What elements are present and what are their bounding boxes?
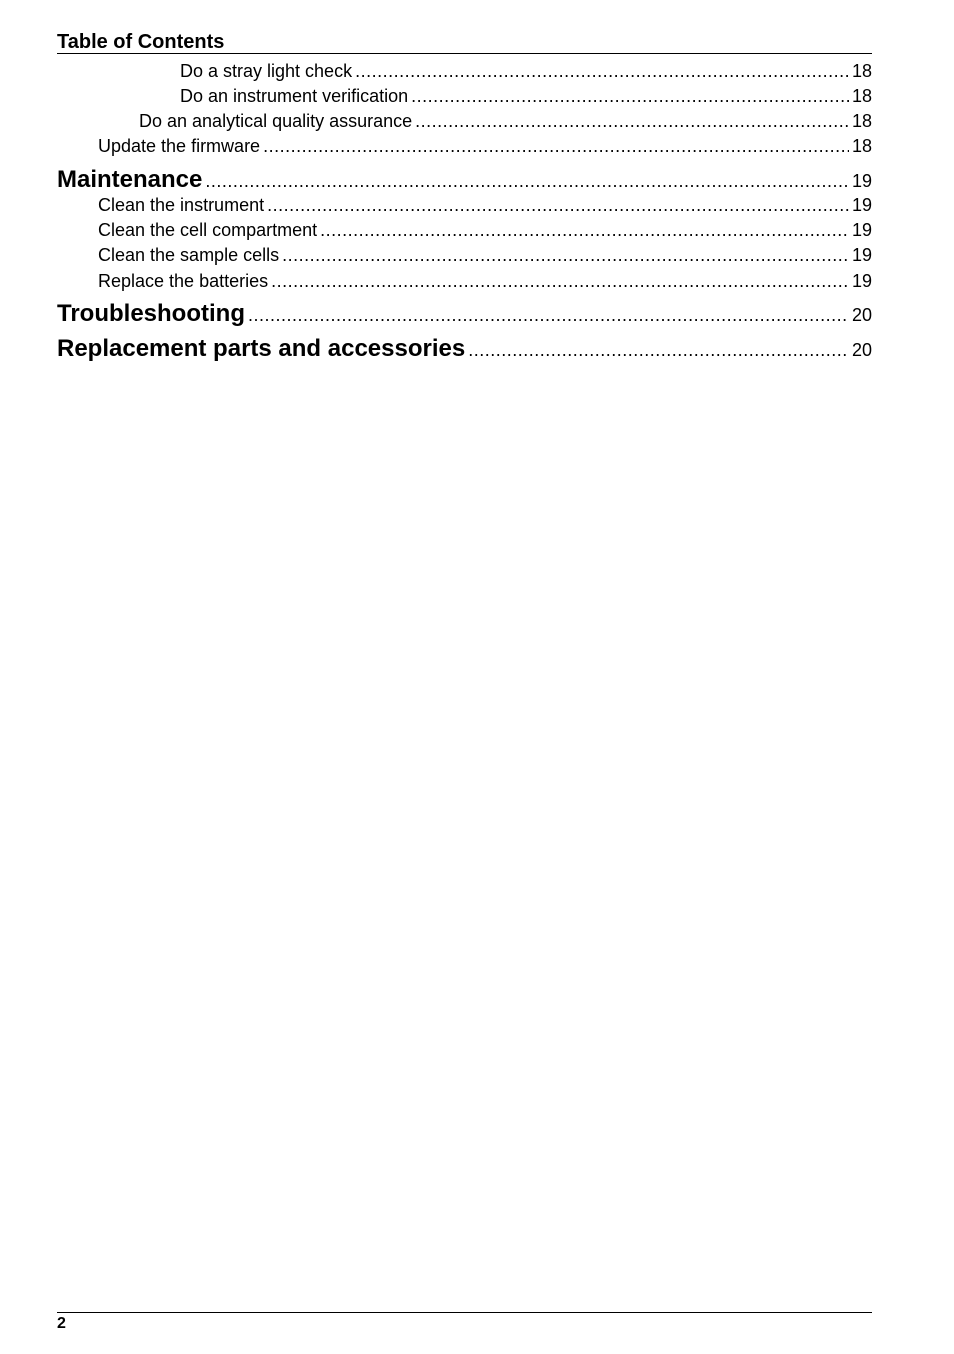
toc-dot-leader bbox=[205, 167, 849, 195]
toc-entry-label: Do an instrument verification bbox=[180, 86, 409, 106]
toc-dot-leader bbox=[411, 85, 849, 107]
toc-entry-clean-instrument[interactable] bbox=[98, 194, 872, 216]
toc-dot-leader bbox=[248, 301, 849, 329]
toc-entry-stray-light-check[interactable] bbox=[180, 60, 872, 82]
toc-entry-replace-batteries[interactable] bbox=[98, 270, 872, 292]
toc-entry-page: 19 bbox=[851, 195, 872, 215]
toc-entry-page: 18 bbox=[851, 111, 872, 131]
toc-entry-page: 18 bbox=[851, 86, 872, 106]
toc-entry-label: Replace the batteries bbox=[98, 271, 269, 291]
toc-entry-instrument-verification[interactable] bbox=[180, 85, 872, 107]
toc-entry-label: Clean the instrument bbox=[98, 195, 265, 215]
toc-entry-label: Do a stray light check bbox=[180, 61, 353, 81]
toc-entry-page: 19 bbox=[851, 171, 872, 191]
toc-entry-maintenance[interactable] bbox=[57, 166, 872, 195]
toc-dot-leader bbox=[271, 270, 849, 292]
toc-entry-analytical-quality-assurance[interactable] bbox=[139, 110, 872, 132]
toc-entry-clean-cell-compartment[interactable] bbox=[98, 219, 872, 241]
toc-entry-label: Update the firmware bbox=[98, 136, 261, 156]
toc-entry-page: 20 bbox=[851, 340, 872, 360]
toc-entry-label: Troubleshooting bbox=[57, 300, 245, 327]
toc-entry-label: Clean the sample cells bbox=[98, 245, 280, 265]
toc-entry-page: 18 bbox=[851, 61, 872, 81]
toc-dot-leader bbox=[355, 60, 849, 82]
toc-entry-replacement-parts[interactable] bbox=[57, 335, 872, 364]
page-header bbox=[57, 28, 872, 54]
toc-dot-leader bbox=[267, 194, 849, 216]
toc-entry-label: Maintenance bbox=[57, 166, 203, 193]
toc-entry-page: 18 bbox=[851, 136, 872, 156]
toc-dot-leader bbox=[263, 135, 849, 157]
toc-entry-label: Do an analytical quality assurance bbox=[139, 111, 413, 131]
toc-entry-label: Replacement parts and accessories bbox=[57, 335, 466, 362]
toc-entry-clean-sample-cells[interactable] bbox=[98, 244, 872, 266]
toc-entry-page: 19 bbox=[851, 271, 872, 291]
toc-dot-leader bbox=[468, 336, 849, 364]
toc-entry-page: 20 bbox=[851, 305, 872, 325]
page-footer bbox=[57, 1312, 872, 1332]
toc-entry-update-firmware[interactable] bbox=[98, 135, 872, 157]
toc-entry-troubleshooting[interactable] bbox=[57, 300, 872, 329]
toc-entry-page: 19 bbox=[851, 245, 872, 265]
toc-entry-label: Clean the cell compartment bbox=[98, 220, 318, 240]
toc-dot-leader bbox=[320, 219, 849, 241]
toc-heading: Table of Contents bbox=[57, 31, 225, 53]
page-number: 2 bbox=[57, 1315, 66, 1332]
toc-dot-leader bbox=[282, 244, 849, 266]
toc-entry-page: 19 bbox=[851, 220, 872, 240]
toc-dot-leader bbox=[415, 110, 849, 132]
